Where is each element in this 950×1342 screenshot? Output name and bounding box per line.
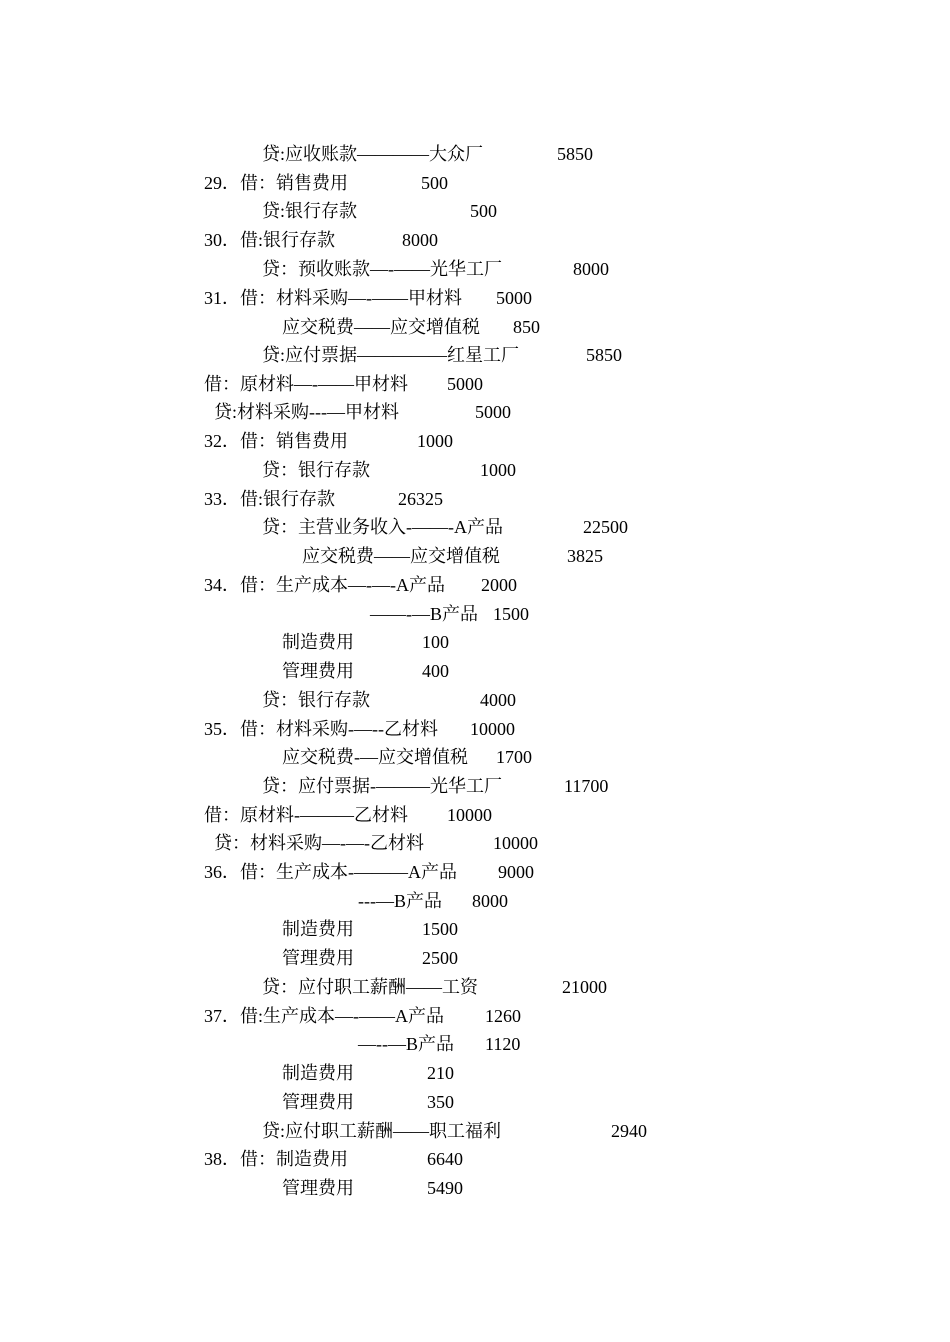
entry-amount: 5000 xyxy=(475,402,511,422)
entry-amount: 10000 xyxy=(470,719,515,739)
ledger-entry-line xyxy=(0,858,950,886)
entry-amount: 6640 xyxy=(427,1149,463,1169)
entry-amount: 100 xyxy=(422,632,449,652)
ledger-entry-line xyxy=(0,169,950,197)
entry-amount: 2500 xyxy=(422,948,458,968)
entry-amount: 4000 xyxy=(480,690,516,710)
entry-amount: 1000 xyxy=(417,431,453,451)
ledger-entry-line xyxy=(0,513,950,541)
entry-account-text: 借：原材料-———乙材料 xyxy=(204,805,408,825)
entry-amount: 26325 xyxy=(398,489,443,509)
ledger-entry-line xyxy=(0,628,950,656)
entry-amount: 9000 xyxy=(498,862,534,882)
entry-account-text: ---—B产品 xyxy=(358,891,442,911)
entry-amount: 210 xyxy=(427,1063,454,1083)
entry-account-text: 应交税费-—应交增值税 xyxy=(282,747,468,767)
entry-account-text: 贷：银行存款 xyxy=(262,690,370,710)
entry-amount: 1700 xyxy=(496,747,532,767)
ledger-entry-line xyxy=(0,743,950,771)
entry-account-text: 管理费用 xyxy=(282,661,354,681)
entry-account-text: 制造费用 xyxy=(282,1063,354,1083)
entry-amount: 11700 xyxy=(564,776,609,796)
entry-account-text: 37．借:生产成本—-——A产品 xyxy=(204,1006,444,1026)
ledger-entry-line xyxy=(0,1145,950,1173)
ledger-entry-line xyxy=(0,1059,950,1087)
entry-amount: 1260 xyxy=(485,1006,521,1026)
ledger-entry-line xyxy=(0,1030,950,1058)
entry-account-text: 29．借：销售费用 xyxy=(204,173,348,193)
entry-account-text: 贷:应付职工薪酬——职工福利 xyxy=(262,1121,501,1141)
ledger-entry-line xyxy=(0,427,950,455)
ledger-entry-line xyxy=(0,571,950,599)
entry-account-text: 借：原材料—-——甲材料 xyxy=(204,374,408,394)
entry-amount: 2000 xyxy=(481,575,517,595)
ledger-entry-line xyxy=(0,398,950,426)
ledger-entry-line xyxy=(0,1174,950,1202)
entry-account-text: 38．借：制造费用 xyxy=(204,1149,348,1169)
ledger-entry-line xyxy=(0,485,950,513)
entry-account-text: 贷:应收账款————大众厂 xyxy=(262,144,484,164)
ledger-entry-line xyxy=(0,370,950,398)
entry-amount: 5490 xyxy=(427,1178,463,1198)
entry-amount: 500 xyxy=(421,173,448,193)
ledger-entry-line xyxy=(0,140,950,168)
ledger-entry-line xyxy=(0,1088,950,1116)
entry-account-text: 贷：应付职工薪酬——工资 xyxy=(262,977,478,997)
entry-account-text: 33．借:银行存款 xyxy=(204,489,336,509)
entry-amount: 5000 xyxy=(496,288,532,308)
ledger-entry-line xyxy=(0,313,950,341)
entry-amount: 10000 xyxy=(447,805,492,825)
entry-amount: 8000 xyxy=(573,259,609,279)
entry-account-text: 贷：应付票据-———光华工厂 xyxy=(262,776,502,796)
entry-amount: 8000 xyxy=(472,891,508,911)
entry-account-text: 贷:银行存款 xyxy=(262,201,358,221)
ledger-entry-line xyxy=(0,542,950,570)
entry-account-text: 应交税费——应交增值税 xyxy=(302,546,500,566)
entry-amount: 500 xyxy=(470,201,497,221)
entry-account-text: 贷：预收账款—-——光华工厂 xyxy=(262,259,502,279)
entry-amount: 3825 xyxy=(567,546,603,566)
ledger-entry-line xyxy=(0,829,950,857)
entry-amount: 5850 xyxy=(557,144,593,164)
ledger-entry-line xyxy=(0,772,950,800)
entry-account-text: 管理费用 xyxy=(282,1178,354,1198)
entry-account-text: 30．借:银行存款 xyxy=(204,230,336,250)
ledger-entry-line xyxy=(0,255,950,283)
entry-account-text: 管理费用 xyxy=(282,948,354,968)
entry-account-text: 贷:材料采购---—甲材料 xyxy=(214,402,399,422)
ledger-entry-line xyxy=(0,944,950,972)
entry-account-text: 制造费用 xyxy=(282,632,354,652)
entry-account-text: 34．借：生产成本—-—-A产品 xyxy=(204,575,445,595)
ledger-entry-line xyxy=(0,973,950,1001)
entry-amount: 850 xyxy=(513,317,540,337)
ledger-entry-line xyxy=(0,197,950,225)
ledger-entry-line xyxy=(0,456,950,484)
entry-amount: 1500 xyxy=(422,919,458,939)
ledger-entry-line xyxy=(0,657,950,685)
ledger-entry-line xyxy=(0,715,950,743)
ledger-entry-line xyxy=(0,226,950,254)
entry-account-text: 贷：银行存款 xyxy=(262,460,370,480)
entry-amount: 1500 xyxy=(493,604,529,624)
entry-account-text: 36．借：生产成本-———A产品 xyxy=(204,862,457,882)
ledger-entry-line xyxy=(0,887,950,915)
entry-account-text: 贷：主营业务收入-——-A产品 xyxy=(262,517,503,537)
ledger-entry-line xyxy=(0,915,950,943)
entry-amount: 350 xyxy=(427,1092,454,1112)
entry-amount: 22500 xyxy=(583,517,628,537)
entry-account-text: 贷:应付票据—————红星工厂 xyxy=(262,345,519,365)
ledger-entry-line xyxy=(0,341,950,369)
entry-account-text: 31．借：材料采购—-——甲材料 xyxy=(204,288,462,308)
entry-account-text: 应交税费——应交增值税 xyxy=(282,317,480,337)
entry-account-text: 制造费用 xyxy=(282,919,354,939)
entry-amount: 5850 xyxy=(586,345,622,365)
entry-amount: 21000 xyxy=(562,977,607,997)
entry-account-text: 贷：材料采购—-—-乙材料 xyxy=(214,833,424,853)
entry-amount: 2940 xyxy=(611,1121,647,1141)
entry-account-text: 32．借：销售费用 xyxy=(204,431,348,451)
entry-amount: 400 xyxy=(422,661,449,681)
entry-amount: 1120 xyxy=(485,1034,521,1054)
entry-amount: 5000 xyxy=(447,374,483,394)
entry-account-text: 管理费用 xyxy=(282,1092,354,1112)
entry-amount: 10000 xyxy=(493,833,538,853)
entry-account-text: ——-—B产品 xyxy=(370,604,478,624)
ledger-entry-line xyxy=(0,686,950,714)
ledger-entry-line xyxy=(0,284,950,312)
ledger-entry-line xyxy=(0,1002,950,1030)
entry-account-text: —--—B产品 xyxy=(358,1034,454,1054)
ledger-entry-line xyxy=(0,600,950,628)
ledger-entry-line xyxy=(0,801,950,829)
entry-amount: 8000 xyxy=(402,230,438,250)
ledger-entry-line xyxy=(0,1117,950,1145)
entry-account-text: 35．借：材料采购-—--乙材料 xyxy=(204,719,438,739)
entry-amount: 1000 xyxy=(480,460,516,480)
